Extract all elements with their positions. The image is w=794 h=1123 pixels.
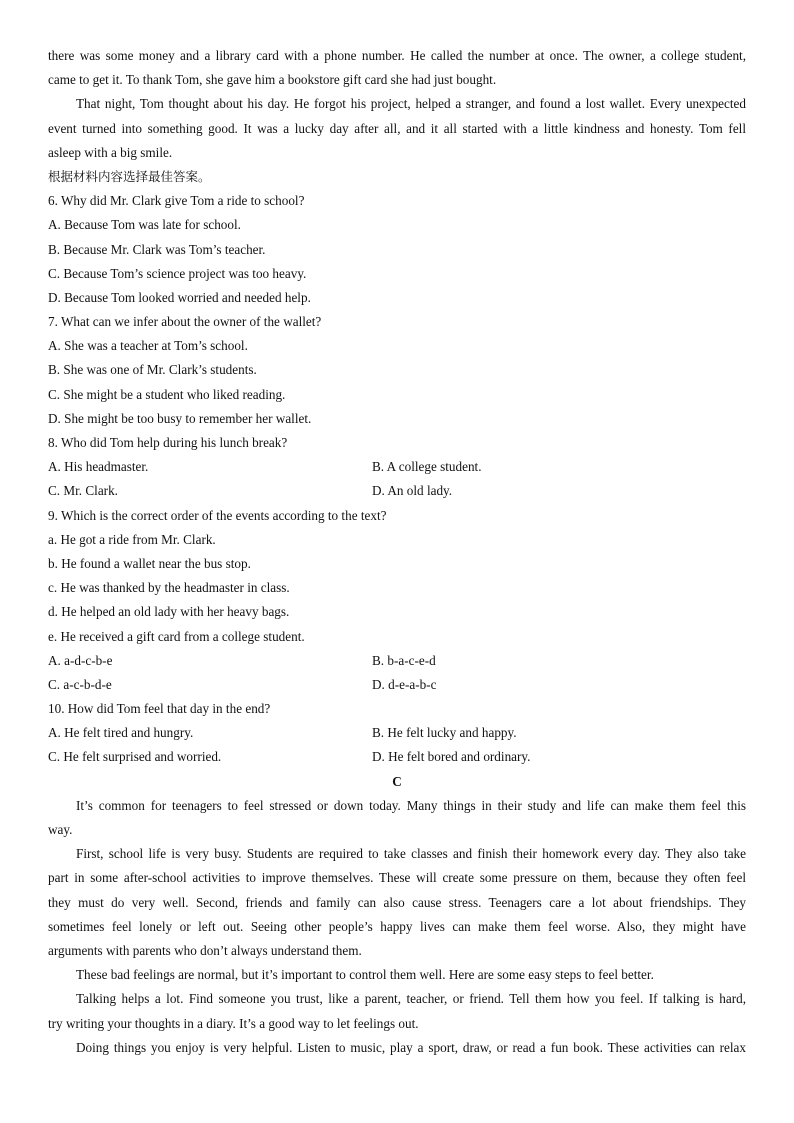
text-line: way. [48, 822, 73, 837]
passage-c-paragraph-2 [48, 842, 746, 963]
text-line: came to get it. To thank Tom, she gave him a bookstore gift card she had just bought. [48, 72, 497, 88]
passage-c-paragraph-4 [48, 987, 746, 1035]
option-c: C. Mr. Clark. [48, 483, 118, 499]
option-a: A. He felt tired and hungry. [48, 725, 194, 741]
option-row [48, 479, 746, 503]
option-b: B. b-a-c-e-d [372, 652, 436, 668]
option-b: B. He felt lucky and happy. [372, 725, 517, 741]
option-row [48, 455, 746, 479]
option-b: B. Because Mr. Clark was Tom’s teacher. [48, 241, 266, 257]
text-line: sometimes feel lonely or left out. Seeing other people’s happy lives can make them feel worse. Also, they might have [48, 918, 746, 934]
text-line: Talking helps a lot. Find someone you trust, like a parent, teacher, or friend. Tell them how you feel. If talking is hard, [76, 991, 746, 1007]
question-9 [48, 504, 746, 698]
option-b: B. She was one of Mr. Clark’s students. [48, 362, 257, 378]
text-line: there was some money and a library card with a phone number. He called the number at once. The owner, a college student, [48, 48, 746, 63]
question-stem: 7. What can we infer about the owner of the wallet? [48, 314, 322, 330]
question-7 [48, 310, 746, 431]
text-line: It’s common for teenagers to feel stressed or down today. Many things in their study and life can make them feel this [76, 797, 746, 813]
text-line: they must do very well. Second, friends and family can also cause stress. Teenagers care a lot about friendships. They [48, 894, 746, 910]
option-a: A. Because Tom was late for school. [48, 217, 241, 233]
passage-c-paragraph-5 [48, 1036, 746, 1060]
event-b: b. He found a wallet near the bus stop. [48, 555, 251, 571]
passage-c-paragraph-3 [48, 963, 746, 987]
text-line: That night, Tom thought about his day. He forgot his project, helped a stranger, and found a lost wallet. Every unexpected [76, 96, 746, 112]
option-row [48, 721, 746, 745]
question-stem: 8. Who did Tom help during his lunch break? [48, 435, 288, 450]
section-heading: C [392, 773, 402, 789]
text-line: arguments with parents who don’t always understand them. [48, 942, 362, 958]
option-a: A. His headmaster. [48, 459, 149, 475]
text-line: asleep with a big smile. [48, 144, 173, 160]
option-d: D. He felt bored and ordinary. [372, 749, 531, 765]
text-line: event turned into something good. It was a lucky day after all, and it all started with a little kindness and honesty. Tom fell [48, 120, 746, 136]
question-stem: 10. How did Tom feel that day in the end? [48, 701, 271, 717]
passage-b-paragraph-1 [48, 44, 746, 92]
question-10 [48, 697, 746, 770]
option-c: C. She might be a student who liked reading. [48, 386, 286, 402]
passage-b-paragraph-2 [48, 92, 746, 165]
question-6 [48, 189, 746, 310]
text-line: try writing your thoughts in a diary. It’s a good way to let feelings out. [48, 1015, 419, 1031]
option-a: A. a-d-c-b-e [48, 652, 113, 668]
option-c: C. Because Tom’s science project was too heavy. [48, 265, 307, 281]
event-c: c. He was thanked by the headmaster in class. [48, 580, 290, 596]
option-b: B. A college student. [372, 459, 482, 475]
option-c: C. a-c-b-d-e [48, 676, 112, 692]
text-line: part in some after-school activities to improve themselves. These will create some pressure on them, because they often feel [48, 870, 746, 886]
document-page [48, 44, 746, 1060]
option-d: D. d-e-a-b-c [372, 676, 437, 692]
option-row [48, 745, 746, 769]
text-line: These bad feelings are normal, but it’s important to control them well. Here are some easy steps to feel better. [76, 967, 654, 983]
event-d: d. He helped an old lady with her heavy bags. [48, 604, 290, 620]
question-8 [48, 431, 746, 504]
option-d: D. She might be too busy to remember her wallet. [48, 410, 312, 426]
question-stem: 6. Why did Mr. Clark give Tom a ride to school? [48, 193, 305, 209]
text-line: Doing things you enjoy is very helpful. Listen to music, play a sport, draw, or read a fun book. These activities can relax [76, 1039, 746, 1055]
event-e: e. He received a gift card from a college student. [48, 628, 305, 644]
option-c: C. He felt surprised and worried. [48, 749, 222, 765]
option-d: D. An old lady. [372, 483, 453, 499]
option-d: D. Because Tom looked worried and needed help. [48, 289, 311, 305]
instruction-text: 根据材料内容选择最佳答案。 [48, 168, 211, 184]
event-a: a. He got a ride from Mr. Clark. [48, 531, 216, 547]
option-row [48, 673, 746, 697]
passage-c-paragraph-1 [48, 794, 746, 842]
question-stem: 9. Which is the correct order of the events according to the text? [48, 507, 387, 523]
option-a: A. She was a teacher at Tom’s school. [48, 338, 248, 354]
text-line: First, school life is very busy. Students are required to take classes and finish their homework every day. They also take [76, 846, 746, 862]
option-row [48, 649, 746, 673]
